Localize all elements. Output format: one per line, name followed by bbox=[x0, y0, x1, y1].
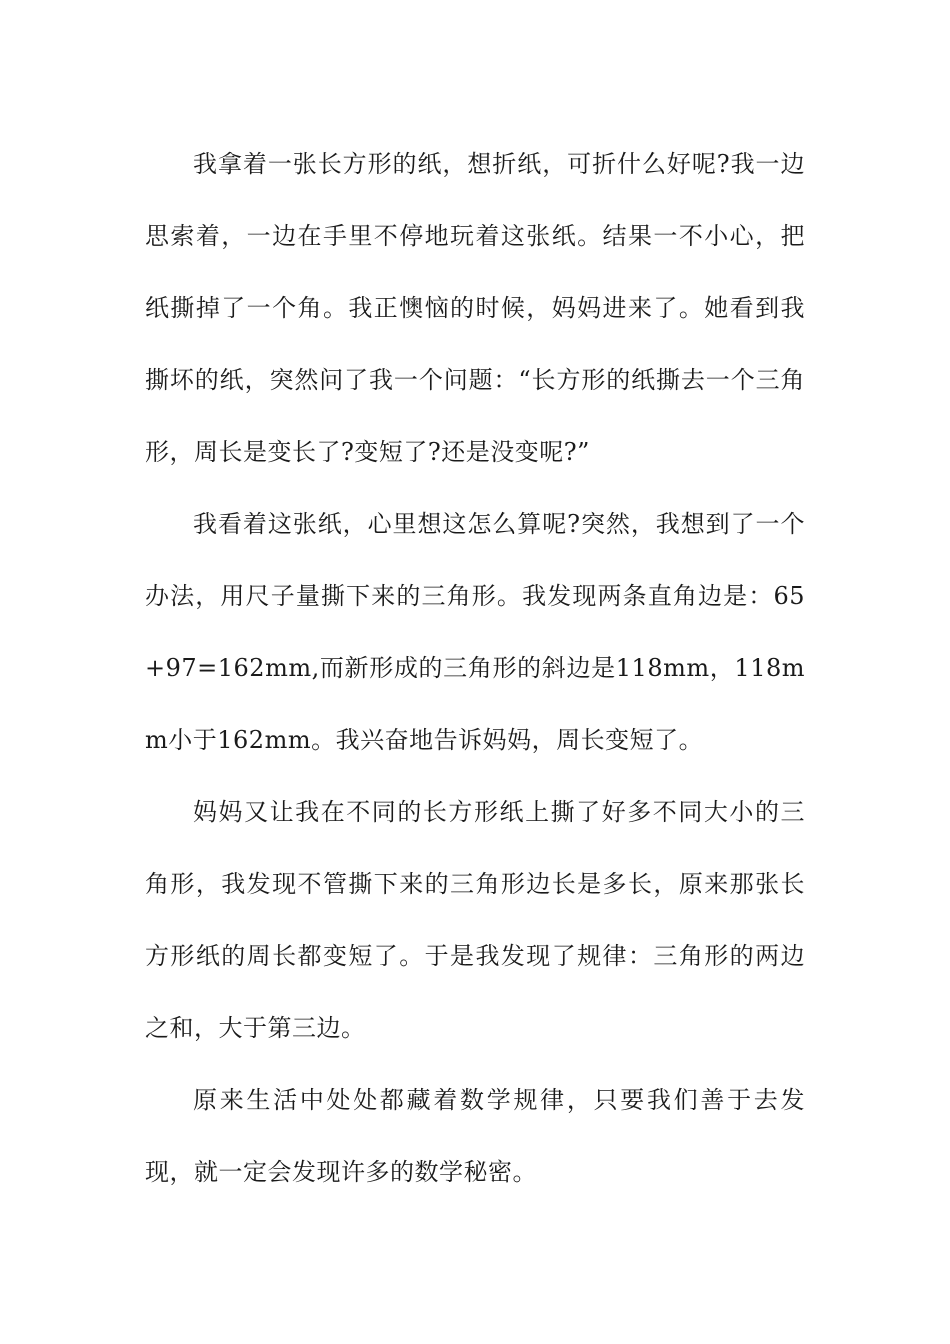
document-body bbox=[145, 128, 805, 1208]
paragraph-1: 我拿着一张长方形的纸，想折纸，可折什么好呢?我一边思索着，一边在手里不停地玩着这张纸。结果一不小心，把纸撕掉了一个角。我正懊恼的时候，妈妈进来了。她看到我撕坏的纸，突然问了我一个问题：“长方形的纸撕去一个三角形，周长是变长了?变短了?还是没变呢?” bbox=[145, 150, 805, 466]
paragraph-4: 原来生活中处处都藏着数学规律，只要我们善于去发现，就一定会发现许多的数学秘密。 bbox=[145, 1086, 805, 1186]
paragraph-2: 我看着这张纸，心里想这怎么算呢?突然，我想到了一个办法，用尺子量撕下来的三角形。我发现两条直角边是：65+97=162mm,而新形成的三角形的斜边是118mm，118mm小于162mm。我兴奋地告诉妈妈，周长变短了。 bbox=[145, 510, 805, 754]
paragraph-3: 妈妈又让我在不同的长方形纸上撕了好多不同大小的三角形，我发现不管撕下来的三角形边长是多长，原来那张长方形纸的周长都变短了。于是我发现了规律：三角形的两边之和，大于第三边。 bbox=[145, 798, 805, 1042]
